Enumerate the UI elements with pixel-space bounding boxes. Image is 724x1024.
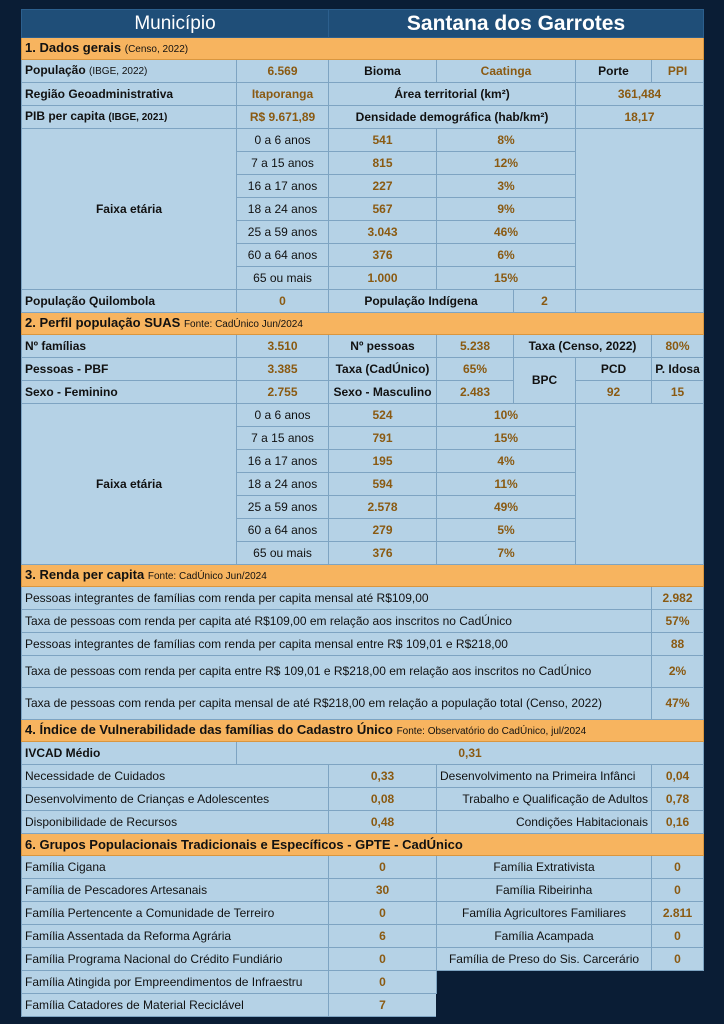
pessoas-value: 5.238 xyxy=(437,335,514,358)
gpte-value: 0 xyxy=(652,948,704,971)
sexo-feminino-value: 2.755 xyxy=(237,381,329,404)
ivcad-dim-value: 0,33 xyxy=(329,765,437,788)
faixa-etaria-label: Faixa etária xyxy=(22,404,237,565)
pib-value: R$ 9.671,89 xyxy=(237,106,329,129)
section-3-title: 3. Renda per capita Fonte: CadÚnico Jun/2024 xyxy=(22,565,704,587)
gpte-row xyxy=(22,856,704,879)
faixa-range: 65 ou mais xyxy=(237,542,329,565)
row-quilombola xyxy=(22,290,704,313)
bioma-label: Bioma xyxy=(329,60,437,83)
gpte-label: Família de Pescadores Artesanais xyxy=(22,879,329,902)
municipio-label: Município xyxy=(22,10,329,38)
gpte-value: 2.811 xyxy=(652,902,704,925)
renda-label: Taxa de pessoas com renda per capita até R$109,00 em relação aos inscritos no CadÚnico xyxy=(22,610,652,633)
gpte-value: 0 xyxy=(329,971,437,994)
bioma-value: Caatinga xyxy=(437,60,576,83)
faixa-count: 376 xyxy=(329,244,437,267)
gpte-value: 0 xyxy=(652,925,704,948)
gpte-label: Família Cigana xyxy=(22,856,329,879)
renda-value: 2.982 xyxy=(652,587,704,610)
ivcad-dim-value: 0,04 xyxy=(652,765,704,788)
gpte-row xyxy=(22,879,704,902)
faixa-range: 0 a 6 anos xyxy=(237,404,329,427)
sexo-feminino-label: Sexo - Feminino xyxy=(22,381,237,404)
faixa-range: 18 a 24 anos xyxy=(237,198,329,221)
taxa-censo-label: Taxa (Censo, 2022) xyxy=(514,335,652,358)
gpte-label: Família Ribeirinha xyxy=(437,879,652,902)
faixa-pct: 11% xyxy=(437,473,576,496)
gpte-label: Família Assentada da Reforma Agrária xyxy=(22,925,329,948)
section-2-title: 2. Perfil população SUAS Fonte: CadÚnico Jun/2024 xyxy=(22,313,704,335)
renda-value: 2% xyxy=(652,656,704,688)
faixa-count: 376 xyxy=(329,542,437,565)
faixa-range: 7 a 15 anos xyxy=(237,427,329,450)
row-pbf xyxy=(22,358,704,381)
familias-value: 3.510 xyxy=(237,335,329,358)
faixa-pct: 7% xyxy=(437,542,576,565)
gpte-label: Família de Preso do Sis. Carcerário xyxy=(437,948,652,971)
pessoas-label: Nº pessoas xyxy=(329,335,437,358)
quilombola-label: População Quilombola xyxy=(22,290,237,313)
pcd-label: PCD xyxy=(576,358,652,381)
gpte-value: 6 xyxy=(329,925,437,948)
gpte-label: Família Extrativista xyxy=(437,856,652,879)
sexo-masculino-value: 2.483 xyxy=(437,381,514,404)
faixa-pct: 15% xyxy=(437,427,576,450)
gpte-row xyxy=(22,902,704,925)
gpte-label: Família Pertencente a Comunidade de Terreiro xyxy=(22,902,329,925)
bpc-label: BPC xyxy=(514,358,576,404)
ivcad-row xyxy=(22,765,704,788)
gpte-label: Família Agricultores Familiares xyxy=(437,902,652,925)
renda-label: Taxa de pessoas com renda per capita entre R$ 109,01 e R$218,00 em relação aos inscritos no CadÚnico xyxy=(22,656,652,688)
pidosa-label: P. Idosa xyxy=(652,358,704,381)
gpte-row xyxy=(22,971,704,994)
faixa-row xyxy=(22,129,704,152)
ivcad-dim-label: Condições Habitacionais xyxy=(437,811,652,834)
ivcad-value: 0,31 xyxy=(237,742,704,765)
faixa-range: 60 a 64 anos xyxy=(237,519,329,542)
faixa-range: 0 a 6 anos xyxy=(237,129,329,152)
faixa-count: 791 xyxy=(329,427,437,450)
porte-value: PPI xyxy=(652,60,704,83)
ivcad-row xyxy=(22,811,704,834)
densidade-value: 18,17 xyxy=(576,106,704,129)
faixa-count: 2.578 xyxy=(329,496,437,519)
faixa-pct: 10% xyxy=(437,404,576,427)
gpte-value: 0 xyxy=(329,856,437,879)
faixa-pct: 49% xyxy=(437,496,576,519)
renda-row xyxy=(22,656,704,688)
area-label: Área territorial (km²) xyxy=(329,83,576,106)
faixa-count: 567 xyxy=(329,198,437,221)
row-sexo xyxy=(22,381,704,404)
faixa-range: 25 a 59 anos xyxy=(237,496,329,519)
renda-label: Pessoas integrantes de famílias com renda per capita mensal entre R$ 109,01 e R$218,00 xyxy=(22,633,652,656)
renda-label: Taxa de pessoas com renda per capita mensal de até R$218,00 em relação a população total (Censo, 2022) xyxy=(22,688,652,720)
faixa-etaria-label: Faixa etária xyxy=(22,129,237,290)
gpte-value: 0 xyxy=(329,948,437,971)
municipal-data-sheet xyxy=(21,9,704,1017)
ivcad-dim-label: Desenvolvimento na Primeira Infânci xyxy=(437,765,652,788)
faixa-count: 541 xyxy=(329,129,437,152)
ivcad-dim-value: 0,08 xyxy=(329,788,437,811)
renda-row xyxy=(22,688,704,720)
municipio-name: Santana dos Garrotes xyxy=(329,10,704,38)
section-1-source: (Censo, 2022) xyxy=(124,44,189,55)
pbf-value: 3.385 xyxy=(237,358,329,381)
faixa-range: 18 a 24 anos xyxy=(237,473,329,496)
ivcad-label: IVCAD Médio xyxy=(22,742,237,765)
regiao-label: Região Geoadministrativa xyxy=(22,83,237,106)
populacao-label: População (IBGE, 2022) xyxy=(22,60,237,83)
pbf-label: Pessoas - PBF xyxy=(22,358,237,381)
section-2-source: Fonte: CadÚnico Jun/2024 xyxy=(183,319,303,330)
porte-label: Porte xyxy=(576,60,652,83)
taxa-cad-value: 65% xyxy=(437,358,514,381)
indigena-value: 2 xyxy=(514,290,576,313)
section-1-title: 1. Dados gerais (Censo, 2022) xyxy=(22,38,704,60)
faixa-pct: 8% xyxy=(437,129,576,152)
faixa-count: 594 xyxy=(329,473,437,496)
renda-row xyxy=(22,587,704,610)
ivcad-dim-value: 0,16 xyxy=(652,811,704,834)
gpte-row xyxy=(22,925,704,948)
taxa-censo-value: 80% xyxy=(652,335,704,358)
faixa-count: 815 xyxy=(329,152,437,175)
gpte-label: Família Catadores de Material Reciclável xyxy=(22,994,329,1017)
faixa-pct: 4% xyxy=(437,450,576,473)
indigena-label: População Indígena xyxy=(329,290,514,313)
taxa-cad-label: Taxa (CadÚnico) xyxy=(329,358,437,381)
sexo-masculino-label: Sexo - Masculino xyxy=(329,381,437,404)
faixa-range: 25 a 59 anos xyxy=(237,221,329,244)
densidade-label: Densidade demográfica (hab/km²) xyxy=(329,106,576,129)
row-populacao xyxy=(22,60,704,83)
gpte-row xyxy=(22,948,704,971)
gpte-value: 0 xyxy=(652,879,704,902)
faixa-row xyxy=(22,404,704,427)
ivcad-dim-label: Necessidade de Cuidados xyxy=(22,765,329,788)
renda-row xyxy=(22,633,704,656)
faixa-count: 279 xyxy=(329,519,437,542)
faixa-count: 1.000 xyxy=(329,267,437,290)
section-4-source: Fonte: Observatório do CadÚnico, jul/2024 xyxy=(396,726,587,737)
section-6-title: 6. Grupos Populacionais Tradicionais e Específicos - GPTE - CadÚnico xyxy=(22,834,704,856)
populacao-value: 6.569 xyxy=(237,60,329,83)
row-pib xyxy=(22,106,704,129)
section-3-source: Fonte: CadÚnico Jun/2024 xyxy=(147,571,267,582)
regiao-value: Itaporanga xyxy=(237,83,329,106)
ivcad-dim-label: Desenvolvimento de Crianças e Adolescentes xyxy=(22,788,329,811)
faixa-range: 60 a 64 anos xyxy=(237,244,329,267)
gpte-value: 30 xyxy=(329,879,437,902)
pcd-value: 92 xyxy=(576,381,652,404)
gpte-label: Família Acampada xyxy=(437,925,652,948)
row-familias xyxy=(22,335,704,358)
ivcad-dim-label: Disponibilidade de Recursos xyxy=(22,811,329,834)
faixa-pct: 5% xyxy=(437,519,576,542)
pib-label: PIB per capita (IBGE, 2021) xyxy=(22,106,237,129)
renda-value: 88 xyxy=(652,633,704,656)
faixa-range: 16 a 17 anos xyxy=(237,450,329,473)
section-4-title: 4. Índice de Vulnerabilidade das famílias do Cadastro Único Fonte: Observatório do CadÚnico, jul/2024 xyxy=(22,720,704,742)
ivcad-dim-value: 0,78 xyxy=(652,788,704,811)
faixa-count: 3.043 xyxy=(329,221,437,244)
gpte-value: 0 xyxy=(652,856,704,879)
faixa-pct: 6% xyxy=(437,244,576,267)
faixa-pct: 3% xyxy=(437,175,576,198)
renda-row xyxy=(22,610,704,633)
faixa-count: 195 xyxy=(329,450,437,473)
renda-label: Pessoas integrantes de famílias com renda per capita mensal até R$109,00 xyxy=(22,587,652,610)
gpte-label: Família Programa Nacional do Crédito Fundiário xyxy=(22,948,329,971)
pidosa-value: 15 xyxy=(652,381,704,404)
quilombola-value: 0 xyxy=(237,290,329,313)
renda-value: 57% xyxy=(652,610,704,633)
row-regiao xyxy=(22,83,704,106)
faixa-count: 524 xyxy=(329,404,437,427)
gpte-value: 0 xyxy=(329,902,437,925)
ivcad-row xyxy=(22,788,704,811)
faixa-count: 227 xyxy=(329,175,437,198)
faixa-pct: 12% xyxy=(437,152,576,175)
ivcad-dim-value: 0,48 xyxy=(329,811,437,834)
row-ivcad xyxy=(22,742,704,765)
faixa-pct: 9% xyxy=(437,198,576,221)
renda-value: 47% xyxy=(652,688,704,720)
faixa-range: 16 a 17 anos xyxy=(237,175,329,198)
faixa-range: 65 ou mais xyxy=(237,267,329,290)
ivcad-dim-label: Trabalho e Qualificação de Adultos xyxy=(437,788,652,811)
area-value: 361,484 xyxy=(576,83,704,106)
gpte-label: Família Atingida por Empreendimentos de Infraestru xyxy=(22,971,329,994)
familias-label: Nº famílias xyxy=(22,335,237,358)
faixa-pct: 15% xyxy=(437,267,576,290)
gpte-value: 7 xyxy=(329,994,437,1017)
faixa-pct: 46% xyxy=(437,221,576,244)
faixa-range: 7 a 15 anos xyxy=(237,152,329,175)
